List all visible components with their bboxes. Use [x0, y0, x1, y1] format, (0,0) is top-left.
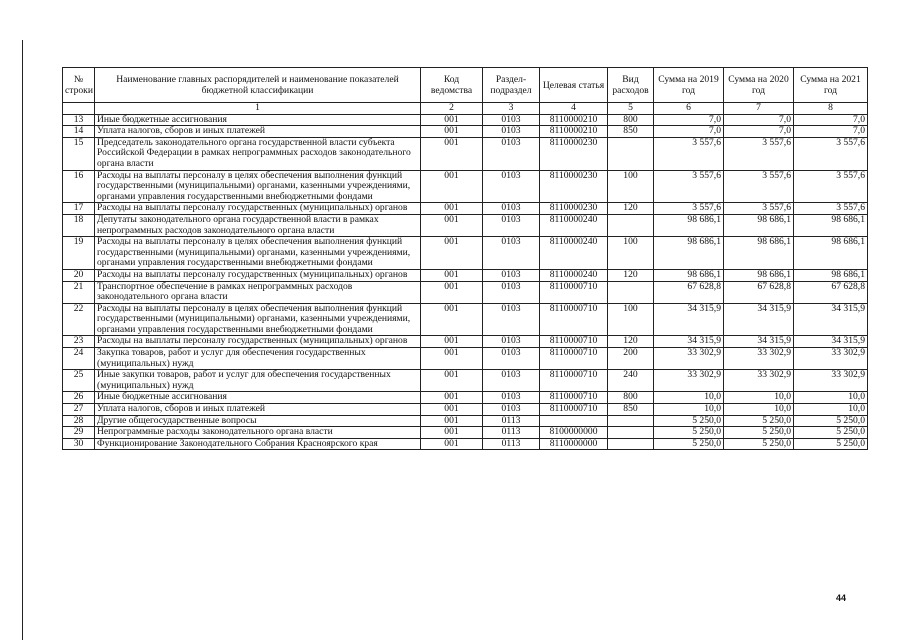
header-dept-code: Код ведомства: [421, 68, 483, 103]
section-cell: 0103: [483, 392, 540, 404]
sum-2019-cell: 34 315,9: [654, 303, 724, 336]
sum-2020-cell: 5 250,0: [724, 438, 794, 450]
table-row: [63, 348, 868, 370]
column-number: 6: [654, 103, 724, 115]
sum-2021-cell: 33 302,9: [794, 370, 868, 392]
target-article-cell: [540, 415, 608, 427]
section-cell: 0103: [483, 336, 540, 348]
dept-code-cell: 001: [421, 438, 483, 450]
target-article-cell: 8110000230: [540, 137, 608, 170]
sum-2020-cell: 7,0: [724, 126, 794, 138]
table-row: [63, 170, 868, 203]
sum-2020-cell: 5 250,0: [724, 415, 794, 427]
row-name-cell: Иные закупки товаров, работ и услуг для обеспечения государственных (муниципальных) нужд: [95, 370, 421, 392]
expense-type-cell: 850: [608, 404, 654, 416]
dept-code-cell: 001: [421, 392, 483, 404]
expense-type-cell: [608, 281, 654, 303]
sum-2021-cell: 10,0: [794, 392, 868, 404]
sum-2019-cell: 7,0: [654, 114, 724, 126]
sum-2019-cell: 3 557,6: [654, 170, 724, 203]
budget-table: [62, 67, 868, 450]
sum-2021-cell: 98 686,1: [794, 269, 868, 281]
expense-type-cell: 800: [608, 114, 654, 126]
sum-2019-cell: 3 557,6: [654, 137, 724, 170]
sum-2020-cell: 98 686,1: [724, 237, 794, 270]
table-row: [63, 214, 868, 236]
dept-code-cell: 001: [421, 203, 483, 215]
expense-type-cell: 800: [608, 392, 654, 404]
row-name-cell: Иные бюджетные ассигнования: [95, 392, 421, 404]
sum-2020-cell: 98 686,1: [724, 269, 794, 281]
table-row: [63, 427, 868, 439]
section-cell: 0103: [483, 114, 540, 126]
row-name-cell: Депутаты законодательного органа государственной власти в рамках непрограммных расходов законодательного органа власти: [95, 214, 421, 236]
row-number-cell: 17: [63, 203, 95, 215]
dept-code-cell: 001: [421, 237, 483, 270]
table-row: [63, 269, 868, 281]
sum-2021-cell: 5 250,0: [794, 415, 868, 427]
dept-code-cell: 001: [421, 336, 483, 348]
table-row: [63, 438, 868, 450]
sum-2021-cell: 3 557,6: [794, 170, 868, 203]
column-number: 4: [540, 103, 608, 115]
sum-2020-cell: 7,0: [724, 114, 794, 126]
row-number-cell: 13: [63, 114, 95, 126]
sum-2021-cell: 67 628,8: [794, 281, 868, 303]
column-number: 2: [421, 103, 483, 115]
row-name-cell: Иные бюджетные ассигнования: [95, 114, 421, 126]
table-row: [63, 203, 868, 215]
expense-type-cell: 100: [608, 303, 654, 336]
target-article-cell: 8110000230: [540, 203, 608, 215]
dept-code-cell: 001: [421, 137, 483, 170]
sum-2021-cell: 7,0: [794, 126, 868, 138]
row-name-cell: Расходы на выплаты персоналу государственных (муниципальных) органов: [95, 269, 421, 281]
row-name-cell: Расходы на выплаты персоналу государственных (муниципальных) органов: [95, 336, 421, 348]
row-name-cell: Другие общегосударственные вопросы: [95, 415, 421, 427]
row-name-cell: Расходы на выплаты персоналу в целях обеспечения выполнения функций государственными (муниципальными) органами, казенными учреждениями, органами управления государственными внебюджетными фондами: [95, 237, 421, 270]
sum-2019-cell: 33 302,9: [654, 348, 724, 370]
row-name-cell: Транспортное обеспечение в рамках непрограммных расходов законодательного органа власти: [95, 281, 421, 303]
sum-2020-cell: 34 315,9: [724, 303, 794, 336]
column-number: 3: [483, 103, 540, 115]
row-number-cell: 21: [63, 281, 95, 303]
table-row: [63, 281, 868, 303]
expense-type-cell: 240: [608, 370, 654, 392]
column-number-empty: [63, 103, 95, 115]
dept-code-cell: 001: [421, 170, 483, 203]
expense-type-cell: [608, 415, 654, 427]
expense-type-cell: [608, 214, 654, 236]
row-number-cell: 19: [63, 237, 95, 270]
sum-2020-cell: 33 302,9: [724, 348, 794, 370]
table-row: [63, 114, 868, 126]
target-article-cell: 8110000240: [540, 214, 608, 236]
target-article-cell: 8110000210: [540, 126, 608, 138]
sum-2019-cell: 7,0: [654, 126, 724, 138]
row-name-cell: Уплата налогов, сборов и иных платежей: [95, 404, 421, 416]
target-article-cell: 8110000240: [540, 237, 608, 270]
sum-2021-cell: 5 250,0: [794, 438, 868, 450]
section-cell: 0103: [483, 214, 540, 236]
sum-2020-cell: 3 557,6: [724, 170, 794, 203]
target-article-cell: 8110000710: [540, 392, 608, 404]
row-name-cell: Закупка товаров, работ и услуг для обеспечения государственных (муниципальных) нужд: [95, 348, 421, 370]
section-cell: 0113: [483, 427, 540, 439]
expense-type-cell: 850: [608, 126, 654, 138]
row-number-cell: 23: [63, 336, 95, 348]
dept-code-cell: 001: [421, 126, 483, 138]
target-article-cell: 8100000000: [540, 427, 608, 439]
sum-2020-cell: 10,0: [724, 404, 794, 416]
sum-2021-cell: 98 686,1: [794, 237, 868, 270]
table-row: [63, 415, 868, 427]
row-name-cell: Функционирование Законодательного Собрания Красноярского края: [95, 438, 421, 450]
dept-code-cell: 001: [421, 269, 483, 281]
sum-2021-cell: 34 315,9: [794, 336, 868, 348]
column-number: 7: [724, 103, 794, 115]
header-name: Наименование главных распорядителей и наименование показателей бюджетной классификации: [95, 68, 421, 103]
row-number-cell: 25: [63, 370, 95, 392]
expense-type-cell: 120: [608, 336, 654, 348]
row-number-cell: 28: [63, 415, 95, 427]
section-cell: 0103: [483, 126, 540, 138]
dept-code-cell: 001: [421, 303, 483, 336]
sum-2021-cell: 10,0: [794, 404, 868, 416]
row-number-cell: 18: [63, 214, 95, 236]
expense-type-cell: 120: [608, 269, 654, 281]
target-article-cell: 8110000710: [540, 370, 608, 392]
row-number-cell: 16: [63, 170, 95, 203]
row-number-cell: 15: [63, 137, 95, 170]
header-sum-2021: Сумма на 2021 год: [794, 68, 868, 103]
page-number: 44: [836, 593, 847, 603]
sum-2019-cell: 67 628,8: [654, 281, 724, 303]
expense-type-cell: [608, 137, 654, 170]
section-cell: 0103: [483, 170, 540, 203]
sum-2021-cell: 98 686,1: [794, 214, 868, 236]
section-cell: 0103: [483, 137, 540, 170]
sum-2019-cell: 5 250,0: [654, 415, 724, 427]
expense-type-cell: [608, 438, 654, 450]
section-cell: 0103: [483, 348, 540, 370]
header-row-number: № строки: [63, 68, 95, 103]
sum-2019-cell: 5 250,0: [654, 438, 724, 450]
target-article-cell: 8110000000: [540, 438, 608, 450]
sum-2021-cell: 3 557,6: [794, 137, 868, 170]
target-article-cell: 8110000230: [540, 170, 608, 203]
header-sum-2020: Сумма на 2020 год: [724, 68, 794, 103]
table-row: [63, 404, 868, 416]
sum-2019-cell: 10,0: [654, 392, 724, 404]
column-number: 5: [608, 103, 654, 115]
expense-type-cell: 200: [608, 348, 654, 370]
sum-2019-cell: 33 302,9: [654, 370, 724, 392]
row-name-cell: Непрограммные расходы законодательного органа власти: [95, 427, 421, 439]
sum-2019-cell: 34 315,9: [654, 336, 724, 348]
row-name-cell: Председатель законодательного органа государственной власти субъекта Российской Федерации в рамках непрограммных расходов законодательного органа власти: [95, 137, 421, 170]
section-cell: 0103: [483, 404, 540, 416]
sum-2021-cell: 34 315,9: [794, 303, 868, 336]
column-number: 1: [95, 103, 421, 115]
table-row: [63, 126, 868, 138]
sum-2021-cell: 5 250,0: [794, 427, 868, 439]
column-number-row: [63, 103, 868, 115]
target-article-cell: 8110000240: [540, 269, 608, 281]
row-number-cell: 27: [63, 404, 95, 416]
header-expense-type: Вид расходов: [608, 68, 654, 103]
sum-2021-cell: 3 557,6: [794, 203, 868, 215]
expense-type-cell: [608, 427, 654, 439]
sum-2020-cell: 5 250,0: [724, 427, 794, 439]
target-article-cell: 8110000710: [540, 404, 608, 416]
section-cell: 0103: [483, 237, 540, 270]
header-row: [63, 68, 868, 103]
row-number-cell: 22: [63, 303, 95, 336]
sum-2019-cell: 98 686,1: [654, 269, 724, 281]
dept-code-cell: 001: [421, 415, 483, 427]
row-name-cell: Расходы на выплаты персоналу в целях обеспечения выполнения функций государственными (муниципальными) органами, казенными учреждениями, органами управления государственными внебюджетными фондами: [95, 170, 421, 203]
sum-2021-cell: 33 302,9: [794, 348, 868, 370]
row-name-cell: Уплата налогов, сборов и иных платежей: [95, 126, 421, 138]
table-row: [63, 137, 868, 170]
sum-2021-cell: 7,0: [794, 114, 868, 126]
dept-code-cell: 001: [421, 404, 483, 416]
row-name-cell: Расходы на выплаты персоналу в целях обеспечения выполнения функций государственными (муниципальными) органами, казенными учреждениями, органами управления государственными внебюджетными фондами: [95, 303, 421, 336]
dept-code-cell: 001: [421, 214, 483, 236]
page-margin-rule: [22, 40, 23, 640]
row-number-cell: 24: [63, 348, 95, 370]
section-cell: 0113: [483, 438, 540, 450]
target-article-cell: 8110000210: [540, 114, 608, 126]
sum-2020-cell: 98 686,1: [724, 214, 794, 236]
header-section: Раздел-подраздел: [483, 68, 540, 103]
header-target-article: Целевая статья: [540, 68, 608, 103]
expense-type-cell: 100: [608, 237, 654, 270]
table-row: [63, 303, 868, 336]
dept-code-cell: 001: [421, 281, 483, 303]
target-article-cell: 8110000710: [540, 336, 608, 348]
target-article-cell: 8110000710: [540, 348, 608, 370]
sum-2020-cell: 67 628,8: [724, 281, 794, 303]
sum-2019-cell: 10,0: [654, 404, 724, 416]
target-article-cell: 8110000710: [540, 281, 608, 303]
sum-2019-cell: 5 250,0: [654, 427, 724, 439]
row-number-cell: 30: [63, 438, 95, 450]
dept-code-cell: 001: [421, 370, 483, 392]
table-row: [63, 336, 868, 348]
target-article-cell: 8110000710: [540, 303, 608, 336]
sum-2019-cell: 98 686,1: [654, 237, 724, 270]
row-number-cell: 20: [63, 269, 95, 281]
header-sum-2019: Сумма на 2019 год: [654, 68, 724, 103]
sum-2020-cell: 34 315,9: [724, 336, 794, 348]
expense-type-cell: 100: [608, 170, 654, 203]
dept-code-cell: 001: [421, 427, 483, 439]
sum-2020-cell: 33 302,9: [724, 370, 794, 392]
section-cell: 0103: [483, 203, 540, 215]
sum-2019-cell: 98 686,1: [654, 214, 724, 236]
expense-type-cell: 120: [608, 203, 654, 215]
row-number-cell: 14: [63, 126, 95, 138]
dept-code-cell: 001: [421, 114, 483, 126]
column-number: 8: [794, 103, 868, 115]
section-cell: 0103: [483, 281, 540, 303]
table-row: [63, 392, 868, 404]
table-row: [63, 237, 868, 270]
sum-2020-cell: 10,0: [724, 392, 794, 404]
section-cell: 0103: [483, 269, 540, 281]
section-cell: 0113: [483, 415, 540, 427]
sum-2020-cell: 3 557,6: [724, 203, 794, 215]
section-cell: 0103: [483, 303, 540, 336]
sum-2019-cell: 3 557,6: [654, 203, 724, 215]
section-cell: 0103: [483, 370, 540, 392]
dept-code-cell: 001: [421, 348, 483, 370]
row-number-cell: 26: [63, 392, 95, 404]
table-row: [63, 370, 868, 392]
sum-2020-cell: 3 557,6: [724, 137, 794, 170]
row-name-cell: Расходы на выплаты персоналу государственных (муниципальных) органов: [95, 203, 421, 215]
row-number-cell: 29: [63, 427, 95, 439]
